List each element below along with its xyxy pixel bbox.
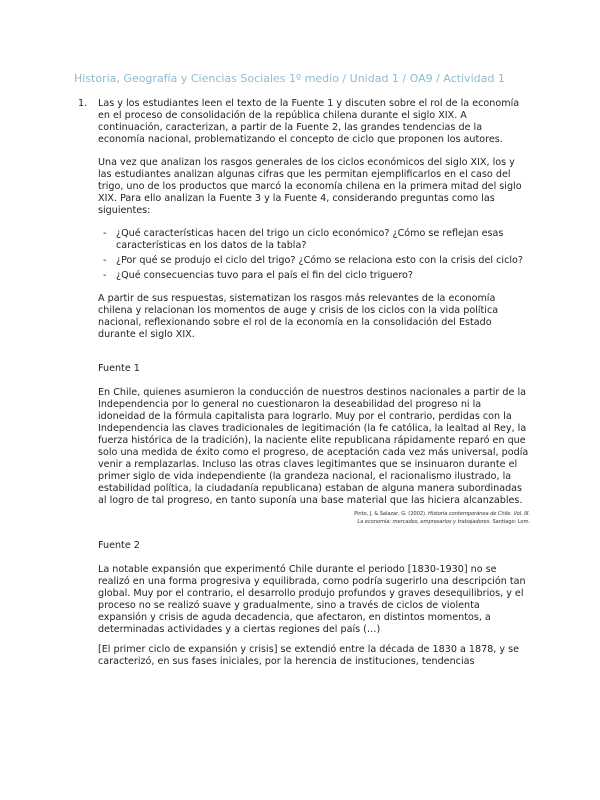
activity-paragraph-2: Una vez que analizan los rasgos generales de los ciclos económicos del siglo XIX, los y las estudiantes analizan algunas cifras que les permitan ejemplificarlos en el caso del trigo, uno de los productos que marcó la economía chilena en la primera mitad del siglo XIX. Para ello analizan la Fuente 3 y la Fuente 4, considerando preguntas como las siguientes:: [98, 157, 522, 216]
activity-item: [78, 98, 530, 341]
fuente-2-paragraph-1: La notable expansión que experimentó Chile durante el periodo [1830-1930] no se realizó en una forma progresiva y equilibrada, como podría sugerirlo una descripción tan global. Muy por el contrario, el desarrollo produjo profundos y graves desequilibrios, y el proceso no se realizó suave y gradualmente, sino a través de ciclos de violenta expansión y crisis de aguda decadencia, que afectaron, en distintos momentos, a determinadas actividades y a ciertas regiones del país (…): [98, 564, 526, 635]
fuente-1-citation: [98, 511, 530, 526]
dash-bullet-icon: -: [103, 228, 107, 239]
question-list: [98, 228, 530, 282]
citation-subtitle: La economía: mercados, empresarios y trabajadores.: [357, 518, 491, 525]
citation-authors: Pinto, J. & Salazar, G. (2002).: [354, 511, 427, 517]
question-text: ¿Qué características hacen del trigo un ciclo económico? ¿Cómo se reflejan esas características en los datos de la tabla?: [116, 228, 504, 251]
citation-publisher: Santiago: Lom.: [492, 518, 530, 525]
activity-number: 1.: [78, 98, 88, 109]
fuente-2-title: Fuente 2: [98, 540, 140, 551]
document-content: [78, 98, 530, 676]
question-text: ¿Qué consecuencias tuvo para el país el fin del ciclo triguero?: [116, 270, 414, 281]
dash-bullet-icon: -: [103, 255, 107, 266]
activity-intro: Las y los estudiantes leen el texto de la Fuente 1 y discuten sobre el rol de la economía en el proceso de consolidación de la república chilena durante el siglo XIX. A continuación, caracterizan, a partir de la Fuente 2, las grandes tendencias de la economía nacional, problematizando el concepto de ciclo que proponen los autores.: [98, 98, 520, 145]
fuente-1-text: En Chile, quienes asumieron la conducción de nuestros destinos nacionales a partir de la Independencia por lo general no cuestionaron la deseabilidad del progreso ni la idoneidad de la fórmula capitalista para lograrlo. Muy por el contrario, perdidas con la Independencia las claves tradicionales de legitimación (la fe católica, la lealtad al Rey, la fuerza histórica de la tradición), la naciente elite republicana rápidamente reparó en que solo una medida de éxito como el progreso, de aceptación cada vez más universal, podía venir a remplazarlas. Incluso las otras claves legitimantes que se insinuaron durante el primer siglo de vida independiente (la grandeza nacional, el racionalismo ilustrado, la estabilidad política, la ciudadanía republicana) estaban de alguna manera subordinadas al logro de tal progreso, en tanto suponía una base material que las hiciera alcanzables.: [98, 387, 529, 506]
list-item: [98, 270, 530, 282]
list-item: [98, 255, 530, 267]
citation-title: Historia contemporánea de Chile. Vol. III.: [428, 511, 530, 517]
list-item: [98, 228, 530, 252]
fuente-2-paragraph-2: [El primer ciclo de expansión y crisis] se extendió entre la década de 1830 a 1878, y se caracterizó, en sus fases iniciales, por la herencia de instituciones, tendencias: [98, 644, 520, 667]
fuente-1-title: Fuente 1: [98, 363, 140, 374]
breadcrumb: Historia, Geografía y Ciencias Sociales 1º medio / Unidad 1 / OA9 / Actividad 1: [74, 72, 505, 85]
dash-bullet-icon: -: [103, 270, 107, 281]
question-text: ¿Por qué se produjo el ciclo del trigo? ¿Cómo se relaciona esto con la crisis del ciclo?: [116, 255, 523, 266]
activity-paragraph-3: A partir de sus respuestas, sistematizan los rasgos más relevantes de la economía chilena y relacionan los momentos de auge y crisis de los ciclos con la vida política nacional, reflexionando sobre el rol de la economía en la consolidación del Estado durante el siglo XIX.: [98, 293, 499, 340]
